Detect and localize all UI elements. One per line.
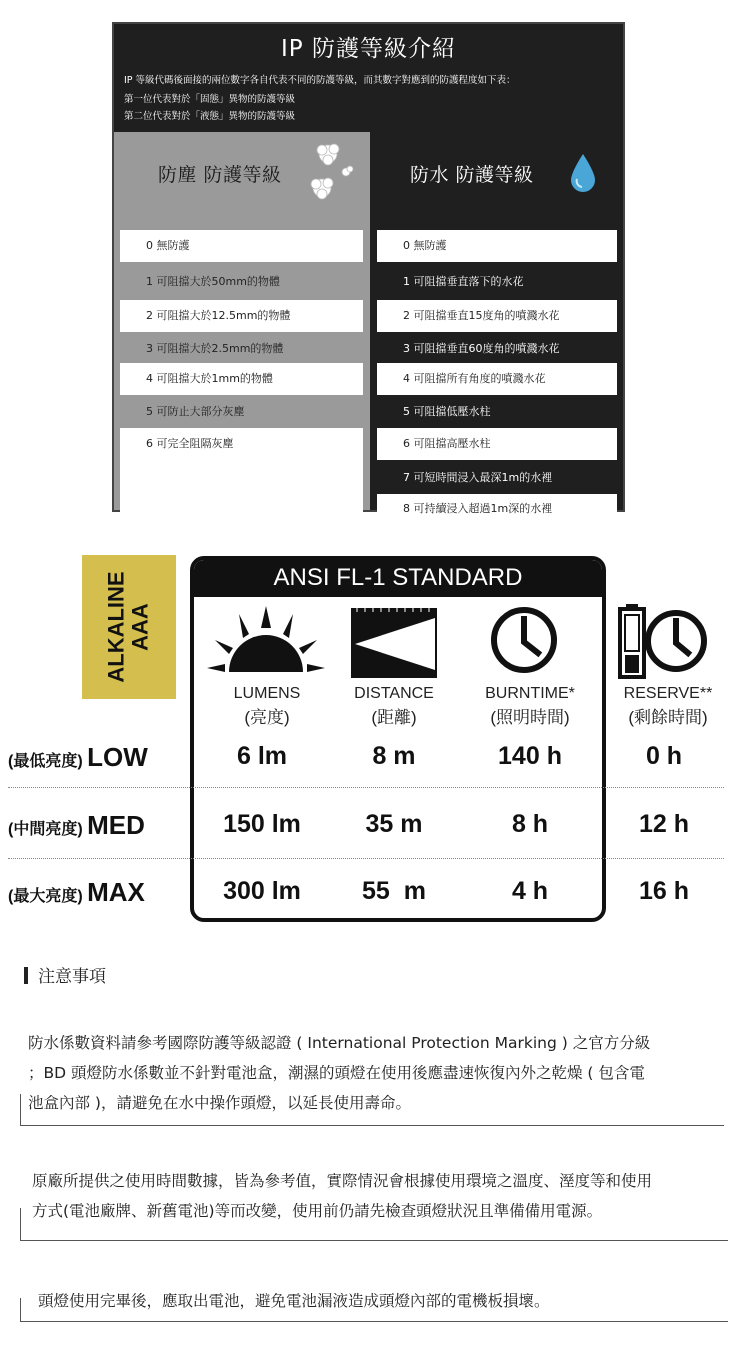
note-paragraph-2 (32, 1166, 744, 1226)
water-level-row: 1 可阻擋垂直落下的水花 (403, 275, 524, 288)
dust-flower-icon (308, 138, 358, 204)
value-reserve-low: 0 h (645, 742, 683, 770)
value-distance-max: 55 m (362, 877, 426, 905)
value-distance-low: 8 m (372, 742, 416, 770)
dust-level-row: 3 可阻擋大於2.5mm的物體 (146, 342, 284, 355)
level-paren-text: (中間亮度) (8, 821, 83, 838)
column-label-burntime (470, 682, 590, 730)
water-drop-icon (568, 152, 598, 194)
dust-level-row: 0 無防護 (120, 230, 363, 262)
note-line: 方式(電池廠牌、新舊電池)等而改變，使用前仍請先檢查頭燈狀況且準備備用電源。 (32, 1202, 603, 1220)
level-label-max (8, 877, 145, 908)
notes-heading-text: 注意事項 (38, 967, 106, 987)
level-name-text: LOW (87, 742, 148, 772)
value-lumens-max: 300 lm (223, 877, 301, 905)
row-separator (8, 787, 724, 788)
water-level-row: 5 可阻擋低壓水柱 (403, 405, 491, 418)
value-burntime-low: 140 h (498, 742, 562, 770)
paragraph-underline (20, 1321, 728, 1322)
paragraph-bracket (20, 1298, 21, 1322)
level-name-text: MED (87, 810, 145, 840)
note-line: 防水係數資料請參考國際防護等級認證 ( International Protection Marking ) 之官方分級 (28, 1034, 651, 1052)
column-sublabel-text: (剩餘時間) (628, 708, 708, 727)
value-reserve-max: 16 h (638, 877, 690, 905)
note-line: 原廠所提供之使用時間數據，皆為參考值，實際情況會根據使用環境之溫度、溼度等和使用 (32, 1172, 653, 1190)
water-level-row: 8 可持續浸入超過1m深的水裡 (377, 494, 617, 524)
water-level-row: 6 可阻擋高壓水柱 (377, 428, 617, 460)
battery-type-badge (82, 555, 176, 699)
ip-description-line: 第二位代表對於「液態」異物的防護等級 (124, 111, 296, 122)
column-sublabel-text: (亮度) (244, 708, 290, 727)
dust-level-row: 6 可完全阻隔灰塵 (120, 428, 363, 528)
ip-description-line: IP 等級代碼後面接的兩位數字各自代表不同的防護等級，而其數字對應到的防護程度如下表： (124, 75, 516, 86)
value-lumens-low: 6 lm (236, 742, 288, 770)
level-paren-text: (最低亮度) (8, 753, 83, 770)
water-level-row: 0 無防護 (377, 230, 617, 262)
water-column-title: 防水 防護等級 (410, 164, 534, 186)
water-protection-column (370, 132, 623, 515)
column-label-lumens (206, 682, 328, 730)
column-label-text: RESERVE** (623, 685, 713, 702)
value-lumens-med: 150 lm (223, 810, 301, 838)
value-distance-med: 35 m (365, 810, 423, 838)
dust-level-row: 2 可阻擋大於12.5mm的物體 (120, 300, 363, 332)
column-label-reserve (606, 682, 730, 730)
battery-clock-icon (617, 603, 709, 679)
level-name-text: MAX (87, 877, 145, 907)
column-sublabel-text: (距離) (371, 708, 417, 727)
paragraph-underline (20, 1240, 728, 1241)
level-paren-text: (最大亮度) (8, 888, 83, 905)
water-level-row: 3 可阻擋垂直60度角的噴濺水花 (403, 342, 560, 355)
value-reserve-med: 12 h (638, 810, 690, 838)
dust-level-row: 4 可阻擋大於1mm的物體 (120, 363, 363, 395)
dust-protection-column (114, 132, 370, 510)
ansi-title: ANSI FL-1 STANDARD (273, 564, 523, 591)
note-paragraph-3 (38, 1286, 728, 1316)
water-level-row: 7 可短時間浸入最深1m的水裡 (403, 471, 553, 484)
column-label-text: BURNTIME* (485, 685, 575, 702)
column-label-text: LUMENS (233, 685, 301, 702)
ip-header (114, 24, 623, 132)
water-level-row: 2 可阻擋垂直15度角的噴濺水花 (377, 300, 617, 332)
level-label-low (8, 742, 148, 773)
beam-distance-icon (349, 604, 439, 680)
row-separator (8, 858, 724, 859)
column-label-text: DISTANCE (354, 685, 434, 702)
value-burntime-med: 8 h (511, 810, 549, 838)
paragraph-bracket (20, 1208, 21, 1241)
dust-level-row: 1 可阻擋大於50mm的物體 (146, 275, 280, 288)
note-line: 池盒內部 )，請避免在水中操作頭燈，以延長使用壽命。 (28, 1094, 411, 1112)
ip-description-line: 第一位代表對於「固態」異物的防護等級 (124, 94, 296, 105)
paragraph-bracket (20, 1094, 21, 1126)
water-level-row: 4 可阻擋所有角度的噴濺水花 (377, 363, 617, 395)
ansi-header-bar (194, 560, 602, 597)
ip-title: IP 防護等級介紹 (281, 36, 456, 62)
note-paragraph-1 (28, 1028, 728, 1118)
sun-icon (205, 606, 327, 678)
column-sublabel-text: (照明時間) (490, 708, 570, 727)
note-line: ；BD 頭燈防水係數並不針對電池盒，潮濕的頭燈在使用後應盡速恢復內外之乾燥 ( 包含電 (28, 1064, 645, 1082)
heading-bar (24, 967, 28, 984)
note-line: 頭燈使用完畢後，應取出電池，避免電池漏液造成頭燈內部的電機板損壞。 (38, 1292, 550, 1310)
notes-heading (24, 962, 106, 987)
battery-size-line: AAA (128, 603, 153, 651)
value-burntime-max: 4 h (511, 877, 549, 905)
battery-type-line: ALKALINE (104, 571, 129, 683)
dust-column-title: 防塵 防護等級 (158, 164, 282, 186)
level-label-med (8, 810, 145, 841)
ip-rating-panel (112, 22, 625, 515)
paragraph-underline (20, 1125, 724, 1126)
dust-level-row: 5 可防止大部分灰塵 (146, 405, 245, 418)
column-label-distance (336, 682, 452, 730)
clock-icon (488, 603, 560, 677)
